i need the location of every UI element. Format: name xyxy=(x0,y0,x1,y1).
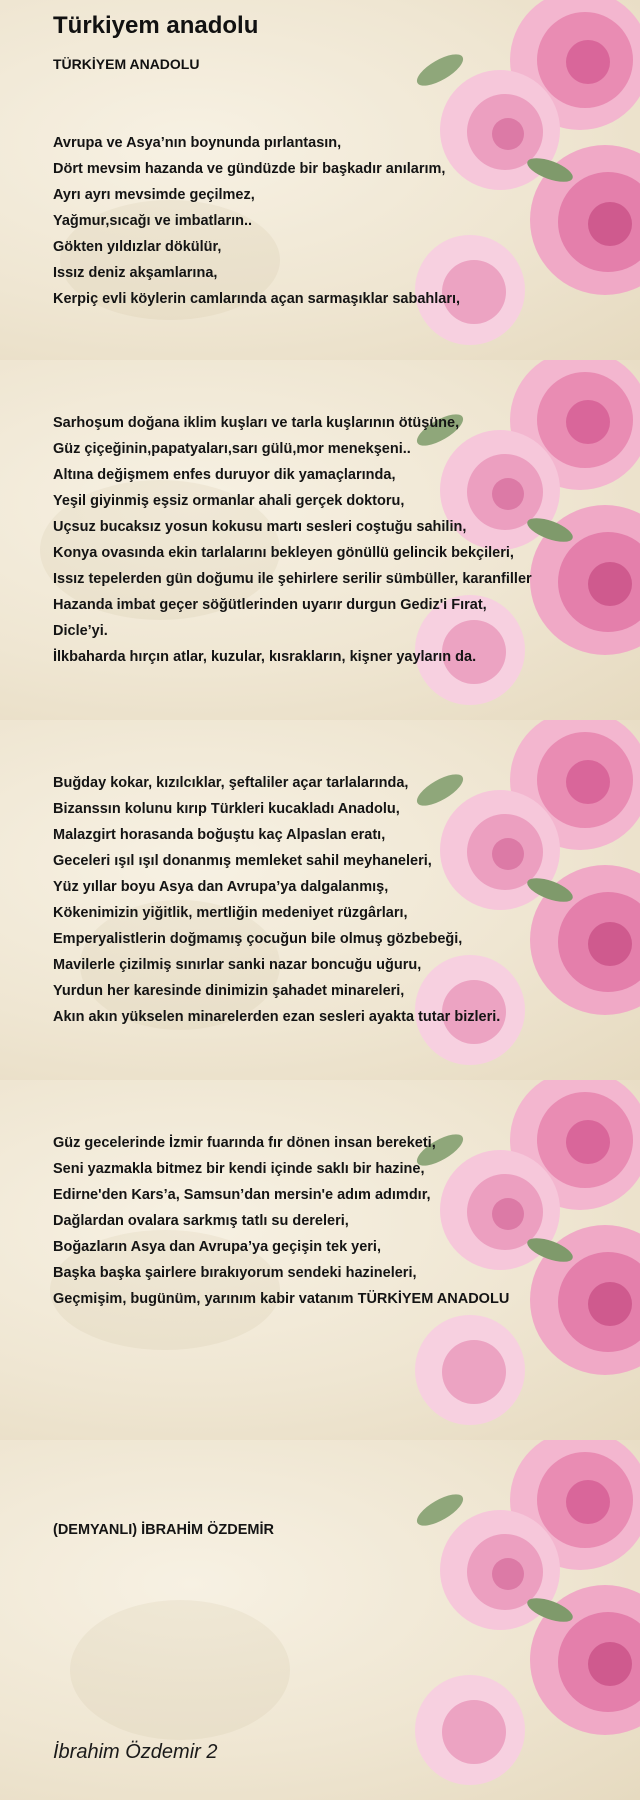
poem-line: Kerpiç evli köylerin camlarında açan sarmaşıklar sabahları, xyxy=(53,291,461,307)
stanza-5-author xyxy=(53,1517,613,1543)
poem-line: Malazgirt horasanda boğuştu kaç Alpaslan eratı, xyxy=(53,827,386,843)
poem-line: Altına değişmem enfes duruyor dik yamaçlarında, xyxy=(53,467,396,483)
stanza-4 xyxy=(53,1130,613,1312)
poem-line: Konya ovasında ekin tarlalarını bekleyen gönüllü gelincik bekçileri, xyxy=(53,545,514,561)
stanza-3 xyxy=(53,770,613,1030)
poem-line: Hazanda imbat geçer söğütlerinden uyarır durgun Gediz'i Fırat, xyxy=(53,597,487,613)
poem-line: Yurdun her karesinde dinimizin şahadet minareleri, xyxy=(53,983,405,999)
poem-line: Kökenimizin yiğitlik, mertliğin medeniyet rüzgârları, xyxy=(53,905,408,921)
stanza-2 xyxy=(53,410,613,670)
poem-line: Güz çiçeğinin,papatyaları,sarı gülü,mor menekşeni.. xyxy=(53,441,411,457)
poem-line: Yüz yıllar boyu Asya dan Avrupa’ya dalgalanmış, xyxy=(53,879,389,895)
page-title: Türkiyem anadolu xyxy=(53,12,259,39)
poem-line: Uçsuz bucaksız yosun kokusu martı sesleri coştuğu sahilin, xyxy=(53,519,467,535)
poem-line: Dört mevsim hazanda ve gündüzde bir başkadır anılarım, xyxy=(53,161,446,177)
poem-line: Güz gecelerinde İzmir fuarında fır dönen insan bereketi, xyxy=(53,1135,436,1151)
poem-line: Yeşil giyinmiş eşsiz ormanlar ahali gerçek doktoru, xyxy=(53,493,405,509)
poem-line: Buğday kokar, kızılcıklar, şeftaliler açar tarlalarında, xyxy=(53,775,409,791)
poem-line: Edirne'den Kars’a, Samsun’dan mersin'e adım adımdır, xyxy=(53,1187,431,1203)
poem-line: Sarhoşum doğana iklim kuşları ve tarla kuşlarının ötüşüne, xyxy=(53,415,460,431)
poem-line: Akın akın yükselen minarelerden ezan sesleri ayakta tutar bizleri. xyxy=(53,1009,501,1025)
poem-subtitle: TÜRKİYEM ANADOLU xyxy=(53,56,200,72)
poem-line: Avrupa ve Asya’nın boynunda pırlantasın, xyxy=(53,135,342,151)
poem-line: Seni yazmakla bitmez bir kendi içinde saklı bir hazine, xyxy=(53,1161,425,1177)
poem-line: Gökten yıldızlar dökülür, xyxy=(53,239,222,255)
poem-line: İlkbaharda hırçın atlar, kuzular, kısrakların, kişner yayların da. xyxy=(53,649,477,665)
poem-line: Boğazların Asya dan Avrupa’ya geçişin tek yeri, xyxy=(53,1239,381,1255)
poem-line: Başka başka şairlere bırakıyorum sendeki hazineleri, xyxy=(53,1265,417,1281)
poem-line: Mavilerle çizilmiş sınırlar sanki nazar boncuğu uğuru, xyxy=(53,957,422,973)
poem-line: Bizanssın kolunu kırıp Türkleri kucakladı Anadolu, xyxy=(53,801,400,817)
poem-author: (DEMYANLI) İBRAHİM ÖZDEMİR xyxy=(53,1522,274,1538)
poem-line: Issız deniz akşamlarına, xyxy=(53,265,218,281)
stanza-1 xyxy=(53,130,613,312)
poem-line: Ayrı ayrı mevsimde geçilmez, xyxy=(53,187,255,203)
rose-bouquet-icon xyxy=(380,1440,640,1800)
poem-line: Dicle’yi. xyxy=(53,623,108,639)
signature: İbrahim Özdemir 2 xyxy=(53,1741,218,1763)
poem-line: Emperyalistlerin doğmamış çocuğun bile olmuş gözbebeği, xyxy=(53,931,463,947)
poem-line: Geceleri ışıl ışıl donanmış memleket sahil meyhaneleri, xyxy=(53,853,432,869)
poem-line: Yağmur,sıcağı ve imbatların.. xyxy=(53,213,253,229)
poem-line: Geçmişim, bugünüm, yarınım kabir vatanım TÜRKİYEM ANADOLU xyxy=(53,1291,510,1307)
poem-line: Dağlardan ovalara sarkmış tatlı su dereleri, xyxy=(53,1213,349,1229)
poem-line: Issız tepelerden gün doğumu ile şehirlere serilir sümbüller, karanfiller xyxy=(53,571,532,587)
